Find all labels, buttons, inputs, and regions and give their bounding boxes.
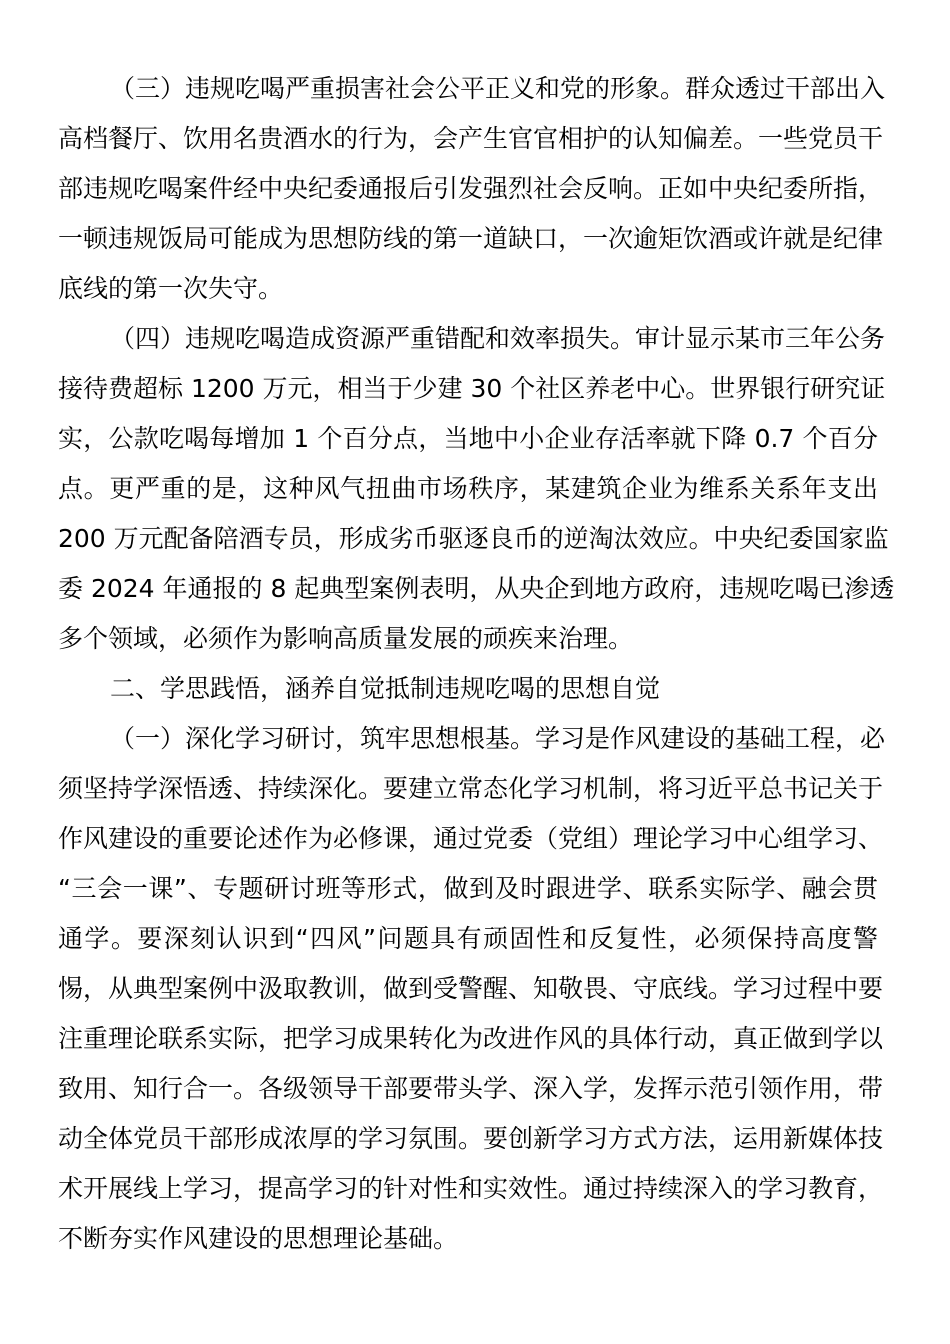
paragraph-4-line-1: （四）违规吃喝造成资源严重错配和效率损失。审计显示某市三年公务 xyxy=(110,324,886,353)
paragraph-3-line-2: 高档餐厅、饮用名贵酒水的行为，会产生官官相护的认知偏差。一些党员干 xyxy=(58,124,884,153)
paragraph-3-line-5: 底线的第一次失守。 xyxy=(58,274,284,303)
paragraph-2-1-line-9: 动全体党员干部形成浓厚的学习氛围。要创新学习方式方法，运用新媒体技 xyxy=(58,1124,884,1153)
paragraph-2-1-line-8: 致用、知行合一。各级领导干部要带头学、深入学，发挥示范引领作用，带 xyxy=(58,1074,884,1103)
paragraph-2-1-line-4: “三会一课”、专题研讨班等形式，做到及时跟进学、联系实际学、融会贯 xyxy=(58,874,878,903)
paragraph-2-1-line-3: 作风建设的重要论述作为必修课，通过党委（党组）理论学习中心组学习、 xyxy=(58,824,884,853)
paragraph-2-1-line-10: 术开展线上学习，提高学习的针对性和实效性。通过持续深入的学习教育， xyxy=(58,1174,884,1203)
paragraph-4-line-7: 多个领域，必须作为影响高质量发展的顽疾来治理。 xyxy=(58,624,634,653)
section-heading-2: 二、学思践悟，涵养自觉抵制违规吃喝的思想自觉 xyxy=(110,674,661,703)
paragraph-2-1-line-5: 通学。要深刻认识到“四风”问题具有顽固性和反复性，必须保持高度警 xyxy=(58,924,878,953)
paragraph-3-line-4: 一顿违规饭局可能成为思想防线的第一道缺口，一次逾矩饮酒或许就是纪律 xyxy=(58,224,884,253)
paragraph-4-line-2: 接待费超标 1200 万元，相当于少建 30 个社区养老中心。世界银行研究证 xyxy=(58,374,886,403)
paragraph-4-line-4: 点。更严重的是，这种风气扭曲市场秩序，某建筑企业为维系关系年支出 xyxy=(58,474,878,503)
paragraph-2-1-line-2: 须坚持学深悟透、持续深化。要建立常态化学习机制，将习近平总书记关于 xyxy=(58,774,884,803)
paragraph-4-line-5: 200 万元配备陪酒专员，形成劣币驱逐良币的逆淘汰效应。中央纪委国家监 xyxy=(58,524,889,553)
paragraph-2-1-line-11: 不断夯实作风建设的思想理论基础。 xyxy=(58,1224,459,1253)
paragraph-4-line-3: 实，公款吃喝每增加 1 个百分点，当地中小企业存活率就下降 0.7 个百分 xyxy=(58,424,878,453)
paragraph-3-line-1: （三）违规吃喝严重损害社会公平正义和党的形象。群众透过干部出入 xyxy=(110,74,886,103)
paragraph-4-line-6: 委 2024 年通报的 8 起典型案例表明，从央企到地方政府，违规吃喝已渗透 xyxy=(58,574,895,603)
paragraph-2-1-line-1: （一）深化学习研讨，筑牢思想根基。学习是作风建设的基础工程，必 xyxy=(110,724,886,753)
paragraph-2-1-line-6: 惕，从典型案例中汲取教训，做到受警醒、知敬畏、守底线。学习过程中要 xyxy=(58,974,884,1003)
paragraph-3-line-3: 部违规吃喝案件经中央纪委通报后引发强烈社会反响。正如中央纪委所指， xyxy=(58,174,884,203)
paragraph-2-1-line-7: 注重理论联系实际，把学习成果转化为改进作风的具体行动，真正做到学以 xyxy=(58,1024,884,1053)
